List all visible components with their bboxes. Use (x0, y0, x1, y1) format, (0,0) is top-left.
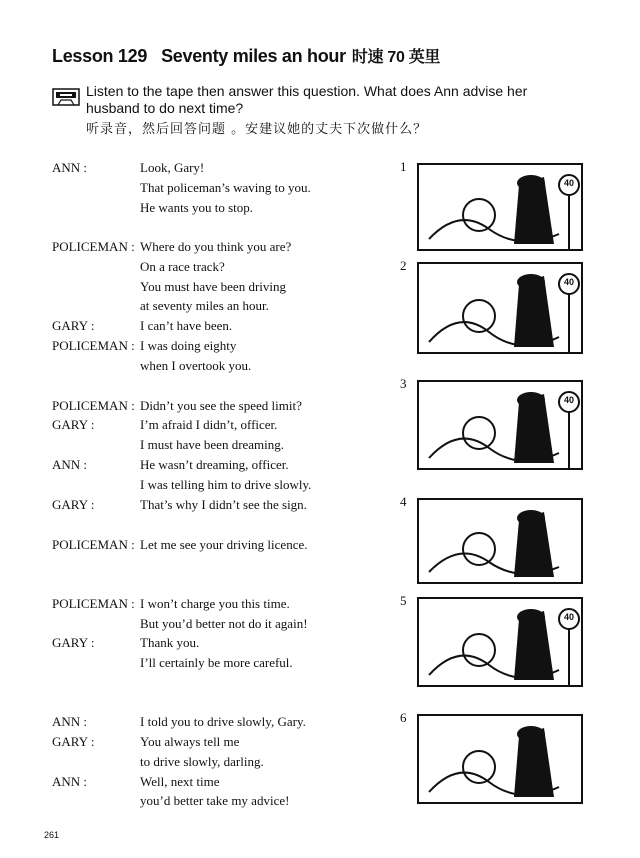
cartoon-illustration (417, 380, 583, 470)
speed-limit-sign: 40 (563, 277, 574, 287)
cassette-tape-icon (52, 88, 80, 106)
line-text: I won’t charge you this time. (140, 596, 290, 611)
line-text: Thank you. (140, 635, 200, 650)
line-text: Well, next time (140, 774, 220, 789)
cartoon-illustration (417, 262, 583, 354)
speaker: POLICEMAN : (52, 537, 135, 552)
speaker: GARY : (52, 318, 95, 333)
lesson-name: Seventy miles an hour (161, 46, 346, 66)
speaker: POLICEMAN : (52, 596, 135, 611)
speaker: GARY : (52, 417, 95, 432)
speaker: ANN : (52, 160, 88, 175)
speaker: POLICEMAN : (52, 398, 135, 413)
speed-limit-sign: 40 (563, 612, 574, 622)
lesson-title (52, 44, 440, 67)
cartoon-illustration (417, 714, 583, 804)
line-text: I’m afraid I didn’t, officer. (140, 417, 278, 432)
speed-limit-sign: 40 (563, 178, 574, 188)
line-text: Didn’t you see the speed limit? (140, 398, 302, 413)
instruction-question: Listen to the tape then answer this question. What does Ann advise her husband to do next time? (86, 83, 528, 116)
line-text: to drive slowly, darling. (140, 754, 264, 769)
line-text: You always tell me (140, 734, 240, 749)
line-text: Look, Gary! (140, 160, 205, 175)
cartoon-illustration (417, 498, 583, 584)
cartoon-illustration (417, 163, 583, 251)
instruction-question-zh: 听录音，然后回答问题 。安建议她的丈夫下次做什么？ (86, 122, 428, 137)
line-text: I must have been dreaming. (140, 437, 285, 452)
line-text: you’d better take my advice! (140, 793, 290, 808)
speaker: POLICEMAN : (52, 239, 135, 254)
line-text: He wants you to stop. (140, 200, 254, 215)
line-text: Let me see your driving licence. (140, 537, 308, 552)
speaker: ANN : (52, 714, 88, 729)
picture-number: 4 (400, 494, 407, 509)
line-text: But you’d better not do it again! (140, 616, 308, 631)
page-number: 261 (44, 830, 60, 840)
line-text: I was telling him to drive slowly. (140, 477, 312, 492)
picture-number: 5 (400, 593, 407, 608)
line-text: You must have been driving (140, 279, 287, 294)
line-text: I told you to drive slowly, Gary. (140, 714, 306, 729)
line-text: On a race track? (140, 259, 225, 274)
speaker: ANN : (52, 774, 88, 789)
cartoon-illustration (417, 597, 583, 687)
speaker: GARY : (52, 497, 95, 512)
line-text: That policeman’s waving to you. (140, 180, 311, 195)
line-text: That’s why I didn’t see the sign. (140, 497, 307, 512)
line-text: at seventy miles an hour. (140, 298, 269, 313)
picture-number: 2 (400, 258, 407, 273)
picture-number: 3 (400, 376, 407, 391)
lesson-number: Lesson 129 (52, 46, 148, 66)
picture-number: 6 (400, 710, 407, 725)
line-text: Where do you think you are? (140, 239, 292, 254)
speaker: POLICEMAN : (52, 338, 135, 353)
lesson-name-zh: 时速 70 英里 (351, 49, 441, 66)
picture-number: 1 (400, 159, 407, 174)
speed-limit-sign: 40 (563, 395, 574, 405)
line-text: I’ll certainly be more careful. (140, 655, 293, 670)
speaker: GARY : (52, 635, 95, 650)
line-text: when I overtook you. (140, 358, 252, 373)
line-text: I was doing eighty (140, 338, 237, 353)
speaker: GARY : (52, 734, 95, 749)
line-text: He wasn’t dreaming, officer. (140, 457, 289, 472)
speaker: ANN : (52, 457, 88, 472)
line-text: I can’t have been. (140, 318, 233, 333)
